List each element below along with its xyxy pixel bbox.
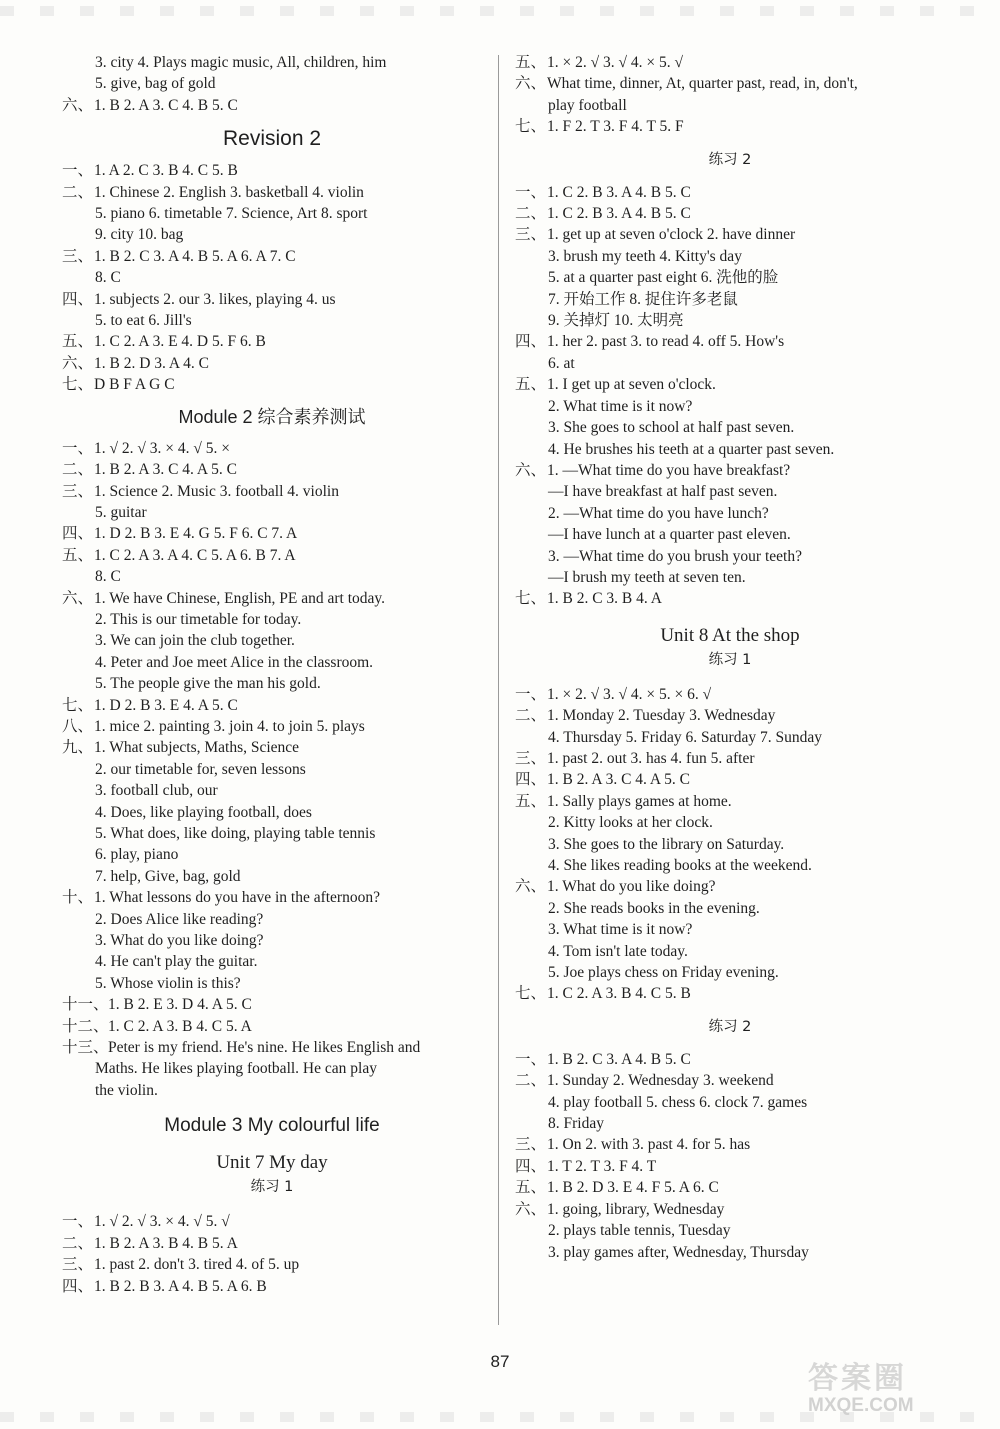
answer-line <box>62 182 482 203</box>
question-number: 八、 <box>62 717 94 735</box>
question-number: 四、 <box>515 1157 547 1175</box>
answer-text: 1. Sally plays games at home. <box>547 792 732 810</box>
answer-text: —I have lunch at a quarter past eleven. <box>548 526 791 544</box>
answer-line <box>62 1254 482 1275</box>
answer-line <box>515 1177 945 1198</box>
answer-line <box>62 1037 482 1058</box>
answer-text: 1. Monday 2. Tuesday 3. Wednesday <box>547 707 776 725</box>
question-number: 十三、 <box>62 1039 109 1057</box>
question-number: 一、 <box>515 685 547 703</box>
question-number: 一、 <box>62 1213 94 1231</box>
answer-text: 1. subjects 2. our 3. likes, playing 4. us <box>94 290 336 308</box>
practice-heading: 练习 1 <box>708 651 752 668</box>
answer-text: 1. B 2. C 3. B 4. A <box>547 590 662 608</box>
answer-line <box>515 203 945 224</box>
question-number: 九、 <box>62 739 94 757</box>
answer-text: 3. football club, our <box>95 782 218 800</box>
answer-line <box>62 203 482 224</box>
answer-line <box>515 1049 945 1070</box>
answer-line <box>62 374 482 395</box>
answer-text: play football <box>548 96 627 114</box>
answer-text: 1. Sunday 2. Wednesday 3. weekend <box>547 1072 774 1090</box>
answer-text: 1. B 2. D 3. A 4. C <box>94 354 209 372</box>
answer-line <box>62 52 482 73</box>
unit-heading: Unit 8 At the shop <box>660 624 800 646</box>
answer-text: 1. T 2. T 3. F 4. T <box>547 1157 657 1175</box>
question-number: 五、 <box>515 1179 547 1197</box>
question-number: 七、 <box>515 118 547 136</box>
answer-line <box>515 417 945 438</box>
answer-line <box>515 396 945 417</box>
answer-text: 1. B 2. A 3. B 4. B 5. A <box>94 1234 238 1252</box>
question-number: 二、 <box>62 1234 94 1252</box>
answer-text: 5. guitar <box>95 503 147 521</box>
answer-text: 1. √ 2. √ 3. × 4. √ 5. × <box>94 439 231 457</box>
answer-text: 1. D 2. B 3. E 4. A 5. C <box>94 696 238 714</box>
answer-text: —I brush my teeth at seven ten. <box>548 568 746 586</box>
question-number: 七、 <box>515 985 547 1003</box>
answer-line <box>515 1092 945 1113</box>
answer-text: 4. He brushes his teeth at a quarter past seven. <box>548 440 835 458</box>
answer-text: 3. play games after, Wednesday, Thursday <box>548 1243 809 1261</box>
question-number: 十、 <box>62 889 94 907</box>
answer-text: 1. What subjects, Maths, Science <box>94 739 300 757</box>
scan-edge-top <box>0 6 1000 16</box>
answer-text: 4. Thursday 5. Friday 6. Saturday 7. Sunday <box>548 728 822 746</box>
question-number: 四、 <box>62 290 94 308</box>
answer-line <box>62 459 482 480</box>
answer-line <box>515 769 945 790</box>
answer-text: 5. What does, like doing, playing table tennis <box>95 825 376 842</box>
question-number: 三、 <box>515 749 547 767</box>
question-number: 十一、 <box>62 996 109 1014</box>
answer-text: 4. Peter and Joe meet Alice in the classroom. <box>95 653 374 671</box>
answer-line <box>62 823 482 844</box>
answer-line <box>515 1156 945 1177</box>
module-heading: Module 2 综合素养测试 <box>178 406 366 427</box>
question-number: 四、 <box>515 333 547 351</box>
answer-line <box>515 983 945 1004</box>
question-number: 三、 <box>62 247 94 265</box>
answer-text: 1. B 2. C 3. A 4. B 5. A 6. A 7. C <box>94 247 296 265</box>
question-number: 二、 <box>515 1072 547 1090</box>
answer-line <box>62 1233 482 1254</box>
answer-line <box>62 310 482 331</box>
answer-text: 2. She reads books in the evening. <box>548 899 760 917</box>
right-column <box>515 52 945 1263</box>
question-number: 四、 <box>62 525 94 543</box>
answer-line <box>515 460 945 481</box>
answer-line <box>515 310 945 331</box>
question-number: 一、 <box>62 162 94 180</box>
answer-line <box>515 73 945 94</box>
answer-text: 5. at a quarter past eight 6. 洗他的脸 <box>548 269 779 287</box>
answer-line <box>62 973 482 994</box>
answer-text: 7. 开始工作 8. 捉住许多老鼠 <box>548 290 738 308</box>
question-number: 三、 <box>62 1256 94 1274</box>
question-number: 二、 <box>62 461 94 479</box>
question-number: 五、 <box>62 333 94 351</box>
section-heading: Revision 2 <box>222 127 322 151</box>
answer-text: 1. F 2. T 3. F 4. T 5. F <box>547 118 684 136</box>
answer-text: 1. What lessons do you have in the afternoon? <box>94 889 380 907</box>
answer-text: 1. C 2. A 3. A 4. C 5. A 6. B 7. A <box>94 546 296 564</box>
answer-text: 1. C 2. A 3. B 4. C 5. A <box>108 1017 252 1035</box>
answer-text: 1. C 2. B 3. A 4. B 5. C <box>547 205 691 223</box>
answer-line <box>62 951 482 972</box>
question-number: 三、 <box>515 1136 547 1154</box>
answer-text: 1. On 2. with 3. past 4. for 5. has <box>547 1136 751 1154</box>
answer-text: 1. × 2. √ 3. √ 4. × 5. √ <box>547 54 684 71</box>
answer-line <box>62 545 482 566</box>
answer-text: 1. B 2. A 3. C 4. B 5. C <box>94 96 238 114</box>
answer-line <box>62 673 482 694</box>
answer-line <box>62 887 482 908</box>
question-number: 五、 <box>62 546 94 564</box>
question-number: 六、 <box>62 354 94 372</box>
answer-line <box>62 73 482 94</box>
answer-line <box>62 1058 482 1079</box>
practice-heading: 练习 2 <box>708 1018 752 1035</box>
answer-line <box>515 1113 945 1134</box>
answer-text: 7. help, Give, bag, gold <box>95 867 241 885</box>
answer-line <box>515 1242 945 1263</box>
answer-line <box>62 737 482 758</box>
answer-line <box>62 759 482 780</box>
answer-text: 3. What do you like doing? <box>95 932 264 950</box>
answer-text: 9. city 10. bag <box>95 226 184 244</box>
question-number: 一、 <box>62 439 94 457</box>
question-number: 四、 <box>515 771 547 789</box>
answer-line <box>62 502 482 523</box>
answer-line <box>62 780 482 801</box>
answer-line <box>62 246 482 267</box>
answer-text: 1. past 2. out 3. has 4. fun 5. after <box>547 749 755 767</box>
answer-text: Maths. He likes playing football. He can play <box>95 1060 377 1078</box>
question-number: 五、 <box>515 376 547 394</box>
answer-text: 1. √ 2. √ 3. × 4. √ 5. √ <box>94 1213 230 1231</box>
answer-line <box>515 481 945 502</box>
answer-line <box>62 844 482 865</box>
answer-text: 2. —What time do you have lunch? <box>548 504 769 522</box>
answer-text: 1. mice 2. painting 3. join 4. to join 5. plays <box>94 717 365 735</box>
watermark-url: MXQE.COM <box>808 1395 914 1416</box>
answer-text: Peter is my friend. He's nine. He likes English and <box>108 1039 421 1057</box>
answer-text: What time, dinner, At, quarter past, read, in, don't, <box>547 75 858 93</box>
answer-text: 1. What do you like doing? <box>547 878 716 896</box>
question-number: 七、 <box>62 696 94 714</box>
answer-line <box>62 866 482 887</box>
answer-line <box>515 374 945 395</box>
answer-text: 1. I get up at seven o'clock. <box>547 376 716 394</box>
answer-text: 1. C 2. B 3. A 4. B 5. C <box>547 183 691 201</box>
answer-line <box>515 353 945 374</box>
answer-line <box>515 503 945 524</box>
answer-line <box>62 1276 482 1297</box>
answer-text: 2. Does Alice like reading? <box>95 910 264 928</box>
answer-line <box>62 930 482 951</box>
question-number: 五、 <box>515 54 547 71</box>
answer-line <box>515 791 945 812</box>
answer-line <box>62 566 482 587</box>
answer-line <box>515 834 945 855</box>
answer-line <box>515 876 945 897</box>
answer-text: 8. C <box>95 568 121 586</box>
answer-text: 6. play, piano <box>95 846 179 864</box>
answer-line <box>62 609 482 630</box>
question-number: 六、 <box>515 878 547 896</box>
answer-line <box>515 116 945 137</box>
answer-text: 4. play football 5. chess 6. clock 7. games <box>548 1093 808 1111</box>
answer-text: 9. 关掉灯 10. 太明亮 <box>548 312 684 330</box>
answer-line <box>515 1070 945 1091</box>
answer-text: 3. What time is it now? <box>548 921 693 939</box>
answer-line <box>515 588 945 609</box>
practice-heading: 练习 1 <box>250 1179 294 1196</box>
answer-text: 5. give, bag of gold <box>95 75 216 93</box>
answer-line <box>62 438 482 459</box>
answer-line <box>62 481 482 502</box>
answer-text: 6. at <box>548 354 575 372</box>
answer-line <box>515 919 945 940</box>
question-number: 十二、 <box>62 1017 109 1035</box>
answer-line <box>62 331 482 352</box>
answer-text: 1. her 2. past 3. to read 4. off 5. How's <box>547 333 785 351</box>
answer-line <box>62 1016 482 1037</box>
answer-text: 5. Joe plays chess on Friday evening. <box>548 964 779 982</box>
answer-text: 1. × 2. √ 3. √ 4. × 5. × 6. √ <box>547 685 712 703</box>
answer-line <box>62 802 482 823</box>
answer-text: 1. going, library, Wednesday <box>547 1200 725 1218</box>
question-number: 二、 <box>515 707 547 725</box>
answer-text: 2. plays table tennis, Tuesday <box>548 1222 731 1240</box>
answer-text: 1. —What time do you have breakfast? <box>547 461 791 479</box>
answer-line <box>515 812 945 833</box>
question-number: 二、 <box>515 205 547 223</box>
answer-line <box>62 160 482 181</box>
answer-text: 1. B 2. D 3. E 4. F 5. A 6. C <box>547 1179 719 1197</box>
answer-line <box>515 546 945 567</box>
answer-line <box>62 630 482 651</box>
answer-text: 3. brush my teeth 4. Kitty's day <box>548 247 742 265</box>
answer-text: 1. get up at seven o'clock 2. have dinner <box>547 226 796 244</box>
answer-text: 1. B 2. B 3. A 4. B 5. A 6. B <box>94 1277 267 1295</box>
answer-line <box>515 727 945 748</box>
answer-text: 1. D 2. B 3. E 4. G 5. F 6. C 7. A <box>94 525 298 543</box>
answer-line <box>515 1199 945 1220</box>
answer-text: 3. She goes to the library on Saturday. <box>548 835 785 853</box>
answer-line <box>515 567 945 588</box>
answer-text: 5. piano 6. timetable 7. Science, Art 8. sport <box>95 205 368 223</box>
answer-text: 4. Does, like playing football, does <box>95 803 312 821</box>
answer-line <box>515 684 945 705</box>
answer-line <box>515 224 945 245</box>
question-number: 六、 <box>515 461 547 479</box>
answer-line <box>62 695 482 716</box>
question-number: 六、 <box>515 75 547 93</box>
answer-line <box>62 994 482 1015</box>
left-column <box>62 52 482 1297</box>
unit-heading: Unit 7 My day <box>216 1152 328 1174</box>
answer-text: 1. Science 2. Music 3. football 4. violin <box>94 482 339 500</box>
answer-text: 1. past 2. don't 3. tired 4. of 5. up <box>94 1256 300 1274</box>
answer-text: —I have breakfast at half past seven. <box>548 483 778 501</box>
answer-line <box>515 748 945 769</box>
answer-text: 4. She likes reading books at the weekend. <box>548 857 812 874</box>
answer-line <box>62 353 482 374</box>
answer-line <box>62 716 482 737</box>
answer-text: D B F A G C <box>94 376 175 394</box>
answer-line <box>515 962 945 983</box>
answer-line <box>62 1211 482 1232</box>
answer-line <box>62 652 482 673</box>
watermark-cn: 答案圈 <box>808 1361 907 1396</box>
answer-text: 1. B 2. E 3. D 4. A 5. C <box>108 996 252 1014</box>
answer-text: 1. C 2. A 3. B 4. C 5. B <box>547 985 691 1003</box>
answer-text: 3. city 4. Plays magic music, All, children, him <box>95 54 387 71</box>
answer-text: 3. She goes to school at half past seven. <box>548 419 795 437</box>
answer-line <box>515 855 945 876</box>
question-number: 二、 <box>62 183 94 201</box>
answer-text: 1. B 2. A 3. C 4. A 5. C <box>547 771 690 789</box>
answer-line <box>515 246 945 267</box>
answer-line <box>515 182 945 203</box>
answer-text: 2. What time is it now? <box>548 397 693 415</box>
answer-text: 8. C <box>95 269 121 287</box>
answer-line <box>515 52 945 73</box>
answer-text: 2. our timetable for, seven lessons <box>95 760 306 778</box>
answer-line <box>515 1134 945 1155</box>
answer-text: 3. We can join the club together. <box>95 632 295 650</box>
answer-line <box>515 439 945 460</box>
answer-line <box>515 289 945 310</box>
answer-text: 2. Kitty looks at her clock. <box>548 814 713 832</box>
question-number: 六、 <box>62 96 94 114</box>
answer-line <box>62 224 482 245</box>
scan-edge-bottom <box>0 1412 1000 1422</box>
column-divider <box>498 55 499 1325</box>
module-heading: Module 3 My colourful life <box>164 1115 380 1137</box>
answer-line <box>62 588 482 609</box>
answer-text: 1. We have Chinese, English, PE and art today. <box>94 589 386 607</box>
answer-text: the violin. <box>95 1081 158 1099</box>
answer-line <box>515 1220 945 1241</box>
answer-line <box>515 941 945 962</box>
answer-text: 1. C 2. A 3. E 4. D 5. F 6. B <box>94 333 266 351</box>
answer-text: 1. Chinese 2. English 3. basketball 4. violin <box>94 183 364 201</box>
answer-line <box>515 95 945 116</box>
answer-text: 1. B 2. A 3. C 4. A 5. C <box>94 461 237 479</box>
question-number: 五、 <box>515 792 547 810</box>
answer-line <box>62 267 482 288</box>
answer-text: 1. B 2. C 3. A 4. B 5. C <box>547 1050 691 1068</box>
answer-line <box>62 909 482 930</box>
answer-text: 5. Whose violin is this? <box>95 974 241 992</box>
answer-text: 1. A 2. C 3. B 4. C 5. B <box>94 162 238 180</box>
answer-text: 8. Friday <box>548 1115 604 1133</box>
answer-line <box>515 898 945 919</box>
answer-line <box>62 523 482 544</box>
practice-heading: 练习 2 <box>708 151 752 168</box>
answer-text: 5. The people give the man his gold. <box>95 675 321 693</box>
answer-line <box>62 289 482 310</box>
answer-text: 3. —What time do you brush your teeth? <box>548 547 802 565</box>
question-number: 六、 <box>515 1200 547 1218</box>
answer-text: 4. Tom isn't late today. <box>548 942 688 960</box>
answer-text: 5. to eat 6. Jill's <box>95 312 192 330</box>
answer-line <box>62 1080 482 1101</box>
answer-line <box>515 524 945 545</box>
question-number: 三、 <box>62 482 94 500</box>
question-number: 三、 <box>515 226 547 244</box>
answer-line <box>515 705 945 726</box>
question-number: 一、 <box>515 183 547 201</box>
answer-text: 4. He can't play the guitar. <box>95 953 258 971</box>
answer-line <box>515 331 945 352</box>
answer-text: 2. This is our timetable for today. <box>95 610 302 628</box>
question-number: 七、 <box>515 590 547 608</box>
answer-line <box>62 95 482 116</box>
question-number: 四、 <box>62 1277 94 1295</box>
question-number: 七、 <box>62 376 94 394</box>
question-number: 六、 <box>62 589 94 607</box>
answer-line <box>515 267 945 288</box>
question-number: 一、 <box>515 1050 547 1068</box>
page-number: 87 <box>490 1352 510 1371</box>
